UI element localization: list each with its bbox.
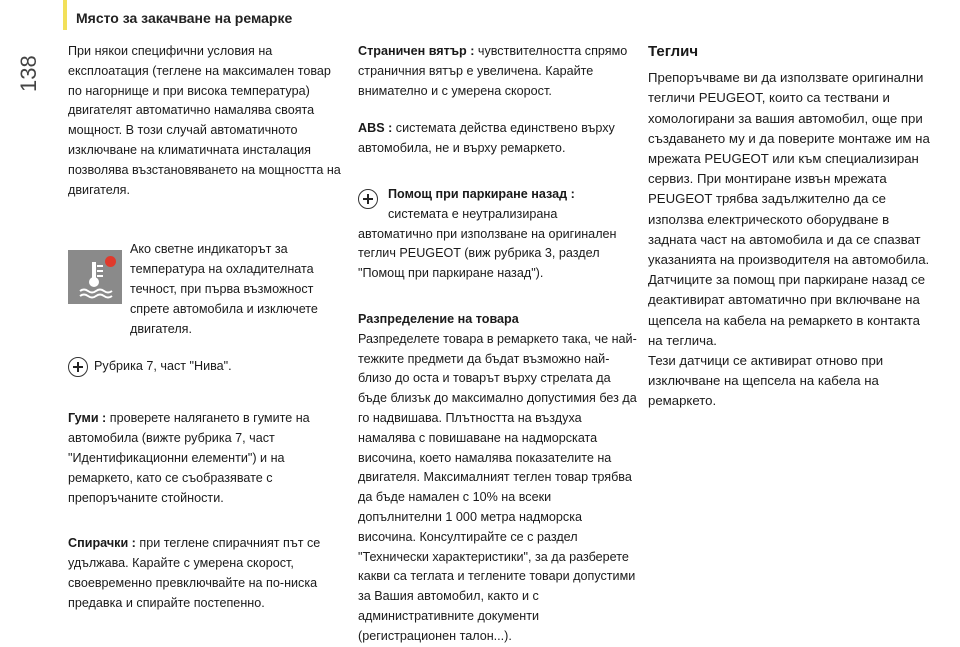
wind-text: чувствителността спрямо страничния вятър е увеличена. Карайте внимателно и с умерена скорост. — [358, 44, 628, 98]
section-title: Място за закачване на ремарке — [76, 10, 293, 26]
towbar-title: Теглич — [648, 43, 699, 60]
wind-paragraph — [358, 42, 638, 101]
tyres-paragraph — [68, 409, 348, 508]
column-1 — [68, 42, 348, 614]
warning-paragraph: Ако светне индикаторът за температура на охладителната течност, при първа възможност спрете автомобила и изключете двигателя. — [130, 242, 318, 336]
reference-line — [68, 357, 348, 377]
abs-text: системата действа единствено върху автомобила, не и върху ремаркето. — [358, 121, 615, 156]
brakes-paragraph — [68, 534, 348, 613]
coolant-temperature-warning-icon — [68, 250, 122, 304]
coolant-warning-block — [68, 240, 348, 339]
tyres-text: проверете налягането в гумите на автомобила (вижте рубрика 7, част "Идентификационни елементи") и на ремаркето, като се съобразявате с препоръчаните стойности. — [68, 411, 310, 505]
towbar-paragraph-2: Датчиците за помощ при паркиране назад се деактивират автоматично при включване на щепсела на кабела на ремаркето в контакта на теглича. — [648, 272, 926, 348]
column-2 — [358, 42, 638, 647]
parking-text-1: системата е неутрализирана — [388, 206, 558, 221]
brakes-text: при теглене спирачният път се удължава. Карайте с умерена скорост, своевременно превключвайте на по-ниска предавка и спирайте постепенно. — [68, 536, 321, 610]
intro-paragraph: При някои специфични условия на експлоатация (теглене на максимален товар по нагорнище и при висока температура) двигателят автоматично намалява своята мощност. В този случай автоматичното изключване на климатичната инсталация позволява възстановяването на мощността на двигателя. — [68, 44, 341, 197]
info-plus-icon — [358, 189, 378, 209]
tyres-label: Гуми : — [68, 411, 107, 426]
reference-text: Рубрика 7, част "Нива". — [94, 359, 232, 374]
page-number: 138 — [16, 55, 41, 93]
wind-label: Страничен вятър : — [358, 44, 475, 58]
abs-paragraph — [358, 119, 638, 159]
load-paragraph: Разпределете товара в ремаркето така, че най-тежките предмети да бъдат възможно най-близо до оста и товарът върху стрелата да бъде близък до максимално допустимия без да го надвишава. Плътността на въздуха намалява с повишаване на надморската височина, което намалява показателите на двигателя. Максималният теглен товар трябва да бъде намален с 10% на всеки допълнителни 1 000 метра надморска височина. Консултирайте се с раздел "Технически характеристики", за да разберете какви са теглата и теглените товари допустими за Вашия автомобил, както и с административните документи (регистрационен талон...). — [358, 331, 637, 643]
towbar-paragraph-3: Тези датчици се активират отново при изключване на щепсела на кабела на ремаркето. — [648, 353, 884, 409]
parking-title: Помощ при паркиране назад : — [388, 186, 575, 201]
load-title: Разпределение на товара — [358, 311, 519, 326]
parking-text-2: автоматично при използване на оригинален теглич PEUGEOT (виж рубрика 3, раздел "Помощ при паркиране назад"). — [358, 226, 617, 281]
abs-label: ABS : — [358, 121, 393, 136]
parking-assist-block — [358, 185, 638, 284]
column-3 — [648, 42, 930, 412]
brakes-label: Спирачки : — [68, 536, 136, 551]
info-plus-icon — [68, 357, 88, 377]
towbar-paragraph-1: Препоръчваме ви да използвате оригинални тегличи PEUGEOT, които са тествани и хомологирани за вашия автомобил, още при създаването му и да поверите монтаже им на мрежата PEUGEOT или към специализиран сервиз. При монтиране извън мрежата PEUGEOT трябва задължително да се използва електрическото оборудване в задната част на автомобила и да се спазват указанията на производителя на автомобила. — [648, 70, 930, 268]
header-accent-bar — [63, 0, 67, 30]
